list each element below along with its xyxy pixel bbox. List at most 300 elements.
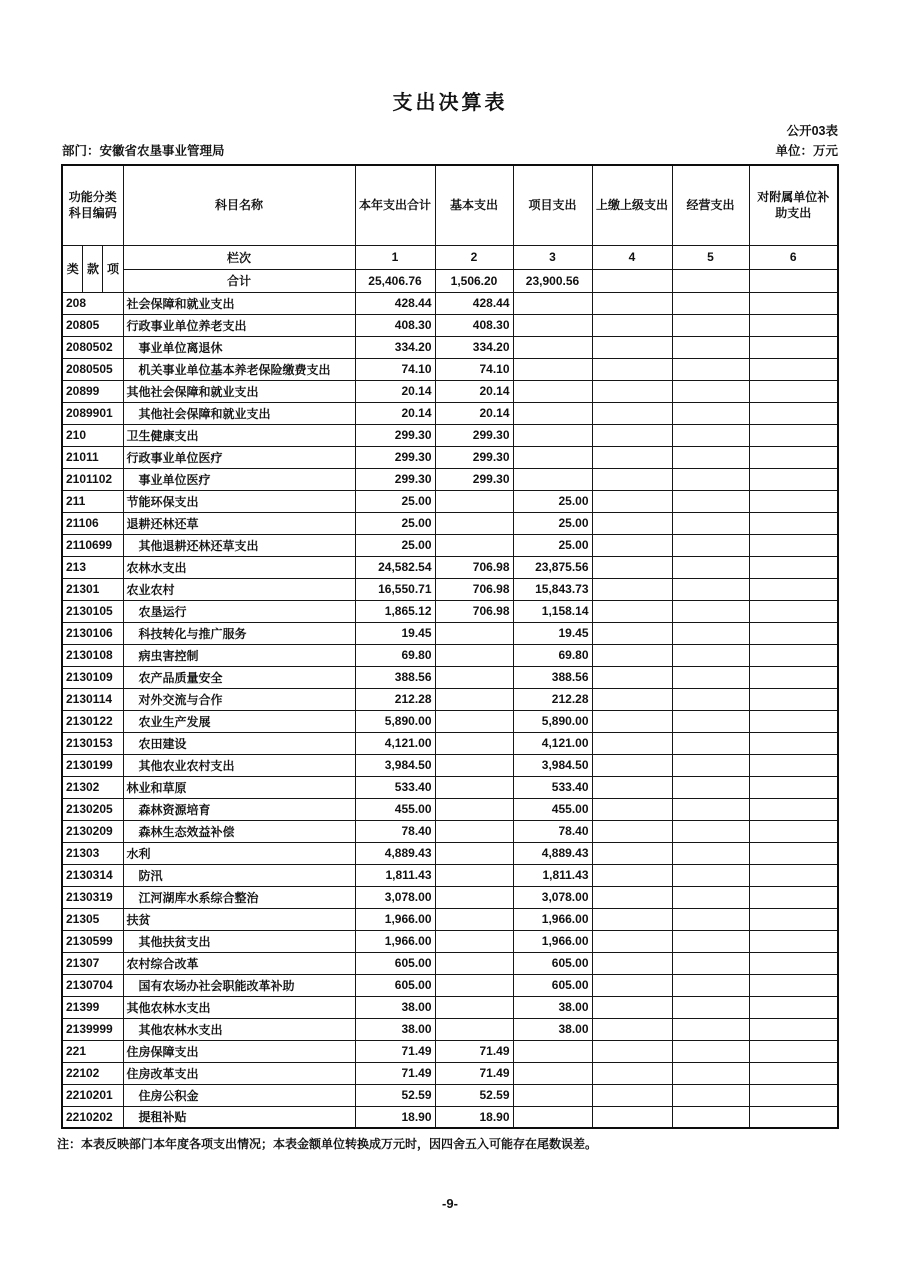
row-subject-name: 农垦运行 [123, 600, 355, 622]
row-value [513, 358, 592, 380]
row-value [513, 468, 592, 490]
row-value [672, 336, 749, 358]
table-row [62, 710, 838, 732]
row-value [672, 292, 749, 314]
row-subject-name: 提租补贴 [123, 1106, 355, 1128]
row-value: 299.30 [355, 446, 435, 468]
row-value: 533.40 [355, 776, 435, 798]
row-value [592, 1040, 672, 1062]
row-value: 408.30 [355, 314, 435, 336]
row-value: 388.56 [355, 666, 435, 688]
row-value: 69.80 [513, 644, 592, 666]
table-row [62, 402, 838, 424]
subheader-item: 项 [103, 245, 123, 292]
row-value: 706.98 [435, 600, 513, 622]
row-value [749, 556, 838, 578]
row-code: 221 [62, 1040, 123, 1062]
row-subject-name: 节能环保支出 [123, 490, 355, 512]
row-code: 21307 [62, 952, 123, 974]
row-value: 455.00 [513, 798, 592, 820]
row-value [513, 380, 592, 402]
row-value [749, 1106, 838, 1128]
row-code: 2130114 [62, 688, 123, 710]
row-value [592, 996, 672, 1018]
row-value: 4,889.43 [355, 842, 435, 864]
row-value [749, 842, 838, 864]
header-col-operating: 经营支出 [672, 165, 749, 245]
lanci-number: 4 [592, 245, 672, 269]
row-value: 5,890.00 [355, 710, 435, 732]
row-value [592, 534, 672, 556]
lanci-number: 5 [672, 245, 749, 269]
row-code: 2130599 [62, 930, 123, 952]
row-value [592, 798, 672, 820]
row-value [672, 886, 749, 908]
table-row [62, 1018, 838, 1040]
row-value: 428.44 [435, 292, 513, 314]
row-subject-name: 扶贫 [123, 908, 355, 930]
total-value: 23,900.56 [513, 269, 592, 292]
row-code: 21011 [62, 446, 123, 468]
row-value: 1,811.43 [513, 864, 592, 886]
row-value [672, 600, 749, 622]
row-value [672, 424, 749, 446]
row-value [672, 1062, 749, 1084]
row-value: 18.90 [435, 1106, 513, 1128]
row-value: 25.00 [355, 512, 435, 534]
row-value [513, 336, 592, 358]
row-value: 212.28 [355, 688, 435, 710]
row-value: 38.00 [355, 1018, 435, 1040]
table-row [62, 908, 838, 930]
row-code: 2130105 [62, 600, 123, 622]
row-value [672, 556, 749, 578]
row-value [435, 820, 513, 842]
row-value [672, 666, 749, 688]
row-value [672, 688, 749, 710]
row-value [749, 776, 838, 798]
row-value [749, 512, 838, 534]
row-subject-name: 森林生态效益补偿 [123, 820, 355, 842]
row-value [672, 644, 749, 666]
row-value: 20.14 [435, 380, 513, 402]
footnote: 注：本表反映部门本年度各项支出情况；本表金额单位转换成万元时，因四舍五入可能存在尾数误差。 [57, 1137, 598, 1151]
table-row [62, 380, 838, 402]
row-code: 21302 [62, 776, 123, 798]
header-row [62, 165, 838, 245]
row-code: 210 [62, 424, 123, 446]
column-index-row [62, 245, 838, 269]
row-value: 299.30 [435, 446, 513, 468]
table-row [62, 820, 838, 842]
row-subject-name: 农田建设 [123, 732, 355, 754]
row-value: 71.49 [355, 1062, 435, 1084]
row-subject-name: 防汛 [123, 864, 355, 886]
row-value: 38.00 [513, 1018, 592, 1040]
row-value [513, 424, 592, 446]
header-code-col: 功能分类科目编码 [62, 165, 123, 245]
row-value: 20.14 [355, 402, 435, 424]
row-value [672, 1106, 749, 1128]
row-subject-name: 住房公积金 [123, 1084, 355, 1106]
row-value [435, 644, 513, 666]
row-value [513, 292, 592, 314]
row-code: 2110699 [62, 534, 123, 556]
row-subject-name: 机关事业单位基本养老保险缴费支出 [123, 358, 355, 380]
row-value [749, 974, 838, 996]
row-code: 2130209 [62, 820, 123, 842]
row-value [672, 776, 749, 798]
row-value [435, 974, 513, 996]
row-code: 2210202 [62, 1106, 123, 1128]
row-value [672, 358, 749, 380]
row-value [592, 490, 672, 512]
row-value: 71.49 [435, 1062, 513, 1084]
table-row [62, 930, 838, 952]
row-value: 605.00 [513, 974, 592, 996]
row-subject-name: 行政事业单位医疗 [123, 446, 355, 468]
row-code: 2210201 [62, 1084, 123, 1106]
row-value [435, 1018, 513, 1040]
row-value [592, 1084, 672, 1106]
row-value [592, 842, 672, 864]
row-value: 5,890.00 [513, 710, 592, 732]
row-value [749, 996, 838, 1018]
header-col-basic: 基本支出 [435, 165, 513, 245]
row-value: 455.00 [355, 798, 435, 820]
row-value: 299.30 [355, 424, 435, 446]
row-value [749, 1018, 838, 1040]
row-value [435, 512, 513, 534]
row-value [592, 1018, 672, 1040]
row-value: 1,158.14 [513, 600, 592, 622]
row-value [672, 864, 749, 886]
row-value: 52.59 [355, 1084, 435, 1106]
row-value [592, 732, 672, 754]
row-value [749, 864, 838, 886]
row-value [749, 446, 838, 468]
row-value: 16,550.71 [355, 578, 435, 600]
row-value [672, 952, 749, 974]
row-value [672, 622, 749, 644]
row-code: 208 [62, 292, 123, 314]
row-value [749, 710, 838, 732]
row-value [672, 578, 749, 600]
row-subject-name: 农产品质量安全 [123, 666, 355, 688]
row-value [672, 820, 749, 842]
row-subject-name: 其他农林水支出 [123, 1018, 355, 1040]
row-value [749, 292, 838, 314]
row-code: 21106 [62, 512, 123, 534]
row-value [749, 798, 838, 820]
row-subject-name: 林业和草原 [123, 776, 355, 798]
row-value [672, 930, 749, 952]
row-subject-name: 事业单位医疗 [123, 468, 355, 490]
row-value [435, 776, 513, 798]
lanci-number: 1 [355, 245, 435, 269]
row-value: 52.59 [435, 1084, 513, 1106]
row-value: 4,889.43 [513, 842, 592, 864]
row-value [749, 1062, 838, 1084]
row-value [435, 622, 513, 644]
table-row [62, 358, 838, 380]
row-value [435, 490, 513, 512]
row-value [592, 556, 672, 578]
row-value [749, 490, 838, 512]
row-value [749, 424, 838, 446]
row-value [592, 446, 672, 468]
row-value [592, 336, 672, 358]
row-subject-name: 行政事业单位养老支出 [123, 314, 355, 336]
row-value [435, 732, 513, 754]
row-value [435, 534, 513, 556]
row-value [672, 710, 749, 732]
unit-label: 单位：万元 [775, 144, 838, 158]
row-value [592, 886, 672, 908]
row-value [592, 314, 672, 336]
row-code: 2089901 [62, 402, 123, 424]
row-value: 388.56 [513, 666, 592, 688]
row-value: 706.98 [435, 578, 513, 600]
subheader-class: 类 [62, 245, 83, 292]
row-subject-name: 农村综合改革 [123, 952, 355, 974]
row-value [672, 842, 749, 864]
header-col-upturn: 上缴上级支出 [592, 165, 672, 245]
page-title: 支出决算表 [392, 92, 508, 114]
row-value [749, 336, 838, 358]
row-code: 2080505 [62, 358, 123, 380]
row-value: 25.00 [513, 534, 592, 556]
table-row [62, 424, 838, 446]
row-subject-name: 其他扶贫支出 [123, 930, 355, 952]
row-subject-name: 农业生产发展 [123, 710, 355, 732]
table-row [62, 688, 838, 710]
total-value: 25,406.76 [355, 269, 435, 292]
row-value: 212.28 [513, 688, 592, 710]
table-row [62, 1084, 838, 1106]
row-code: 2130205 [62, 798, 123, 820]
header-name-col: 科目名称 [123, 165, 355, 245]
row-value: 1,966.00 [355, 908, 435, 930]
row-value [592, 402, 672, 424]
table-row [62, 446, 838, 468]
table-row [62, 732, 838, 754]
grand-total-row [62, 269, 838, 292]
lanci-number: 6 [749, 245, 838, 269]
row-value: 23,875.56 [513, 556, 592, 578]
row-code: 2130704 [62, 974, 123, 996]
row-code: 20899 [62, 380, 123, 402]
row-value: 299.30 [435, 424, 513, 446]
table-row [62, 864, 838, 886]
row-code: 2139999 [62, 1018, 123, 1040]
row-value [592, 820, 672, 842]
row-value [749, 578, 838, 600]
row-value [435, 886, 513, 908]
row-value [749, 1084, 838, 1106]
table-row [62, 578, 838, 600]
row-value [672, 380, 749, 402]
row-value: 3,984.50 [513, 754, 592, 776]
row-code: 213 [62, 556, 123, 578]
row-value [672, 754, 749, 776]
table-row [62, 314, 838, 336]
header-col-subsidy: 对附属单位补助支出 [749, 165, 838, 245]
row-subject-name: 农林水支出 [123, 556, 355, 578]
row-value [513, 314, 592, 336]
total-value [592, 269, 672, 292]
row-value [672, 1018, 749, 1040]
row-value: 1,966.00 [513, 930, 592, 952]
table-row [62, 336, 838, 358]
row-value: 1,966.00 [355, 930, 435, 952]
table-row [62, 1062, 838, 1084]
row-value: 19.45 [355, 622, 435, 644]
row-value [672, 798, 749, 820]
table-row [62, 776, 838, 798]
row-value [435, 908, 513, 930]
row-value [749, 402, 838, 424]
row-value [672, 402, 749, 424]
row-value [513, 446, 592, 468]
row-value [672, 732, 749, 754]
row-value [749, 820, 838, 842]
row-value [749, 666, 838, 688]
row-value [749, 644, 838, 666]
row-value [672, 1040, 749, 1062]
row-value [435, 798, 513, 820]
header-col-total: 本年支出合计 [355, 165, 435, 245]
row-value [592, 292, 672, 314]
table-row [62, 292, 838, 314]
row-value: 24,582.54 [355, 556, 435, 578]
table-row [62, 1106, 838, 1128]
row-code: 2101102 [62, 468, 123, 490]
table-row [62, 666, 838, 688]
lanci-number: 3 [513, 245, 592, 269]
row-value [592, 578, 672, 600]
row-value [513, 1084, 592, 1106]
row-subject-name: 其他社会保障和就业支出 [123, 402, 355, 424]
row-value [749, 688, 838, 710]
row-value [749, 622, 838, 644]
row-subject-name: 其他农林水支出 [123, 996, 355, 1018]
row-value [749, 600, 838, 622]
row-value: 71.49 [355, 1040, 435, 1062]
table-row [62, 996, 838, 1018]
table-row [62, 798, 838, 820]
total-value [749, 269, 838, 292]
header-col-project: 项目支出 [513, 165, 592, 245]
table-row [62, 490, 838, 512]
row-code: 2130109 [62, 666, 123, 688]
row-value [592, 930, 672, 952]
row-value [592, 1106, 672, 1128]
row-value: 3,078.00 [355, 886, 435, 908]
row-value [592, 600, 672, 622]
row-code: 2130122 [62, 710, 123, 732]
row-subject-name: 水利 [123, 842, 355, 864]
row-value [435, 688, 513, 710]
row-subject-name: 森林资源培育 [123, 798, 355, 820]
row-value [592, 864, 672, 886]
row-value: 334.20 [435, 336, 513, 358]
row-value: 1,811.43 [355, 864, 435, 886]
row-code: 21305 [62, 908, 123, 930]
row-value [592, 622, 672, 644]
row-value: 408.30 [435, 314, 513, 336]
table-code-label: 公开03表 [786, 124, 838, 138]
table-body [62, 292, 838, 1128]
meta-line [62, 141, 838, 159]
table-header [62, 165, 838, 292]
row-value: 71.49 [435, 1040, 513, 1062]
row-value [749, 358, 838, 380]
total-label: 合计 [123, 269, 355, 292]
row-value: 605.00 [513, 952, 592, 974]
lanci-label: 栏次 [123, 245, 355, 269]
table-row [62, 512, 838, 534]
row-value [592, 424, 672, 446]
row-value: 25.00 [355, 490, 435, 512]
row-subject-name: 住房保障支出 [123, 1040, 355, 1062]
row-subject-name: 国有农场办社会职能改革补助 [123, 974, 355, 996]
lanci-number: 2 [435, 245, 513, 269]
row-value: 1,865.12 [355, 600, 435, 622]
row-value: 25.00 [513, 512, 592, 534]
table-row [62, 886, 838, 908]
row-value [513, 1040, 592, 1062]
row-value: 78.40 [513, 820, 592, 842]
subheader-section: 款 [83, 245, 103, 292]
row-code: 20805 [62, 314, 123, 336]
row-value [672, 446, 749, 468]
row-value [435, 666, 513, 688]
row-value [672, 468, 749, 490]
row-value [672, 908, 749, 930]
row-value: 38.00 [355, 996, 435, 1018]
row-value [513, 1062, 592, 1084]
row-value [672, 512, 749, 534]
row-value: 69.80 [355, 644, 435, 666]
row-value: 4,121.00 [513, 732, 592, 754]
table-row [62, 600, 838, 622]
row-value: 299.30 [355, 468, 435, 490]
row-code: 2130314 [62, 864, 123, 886]
row-value [592, 644, 672, 666]
table-row [62, 952, 838, 974]
row-value [749, 754, 838, 776]
row-value [749, 534, 838, 556]
table-row [62, 622, 838, 644]
row-value [672, 1084, 749, 1106]
row-value: 38.00 [513, 996, 592, 1018]
row-code: 2130108 [62, 644, 123, 666]
row-code: 2130106 [62, 622, 123, 644]
row-value: 4,121.00 [355, 732, 435, 754]
row-value [749, 732, 838, 754]
row-value: 605.00 [355, 974, 435, 996]
row-value [592, 468, 672, 490]
row-value [592, 512, 672, 534]
row-value [592, 908, 672, 930]
row-value: 15,843.73 [513, 578, 592, 600]
row-code: 2080502 [62, 336, 123, 358]
row-value [435, 930, 513, 952]
row-value [749, 314, 838, 336]
row-value [435, 996, 513, 1018]
row-value [592, 358, 672, 380]
